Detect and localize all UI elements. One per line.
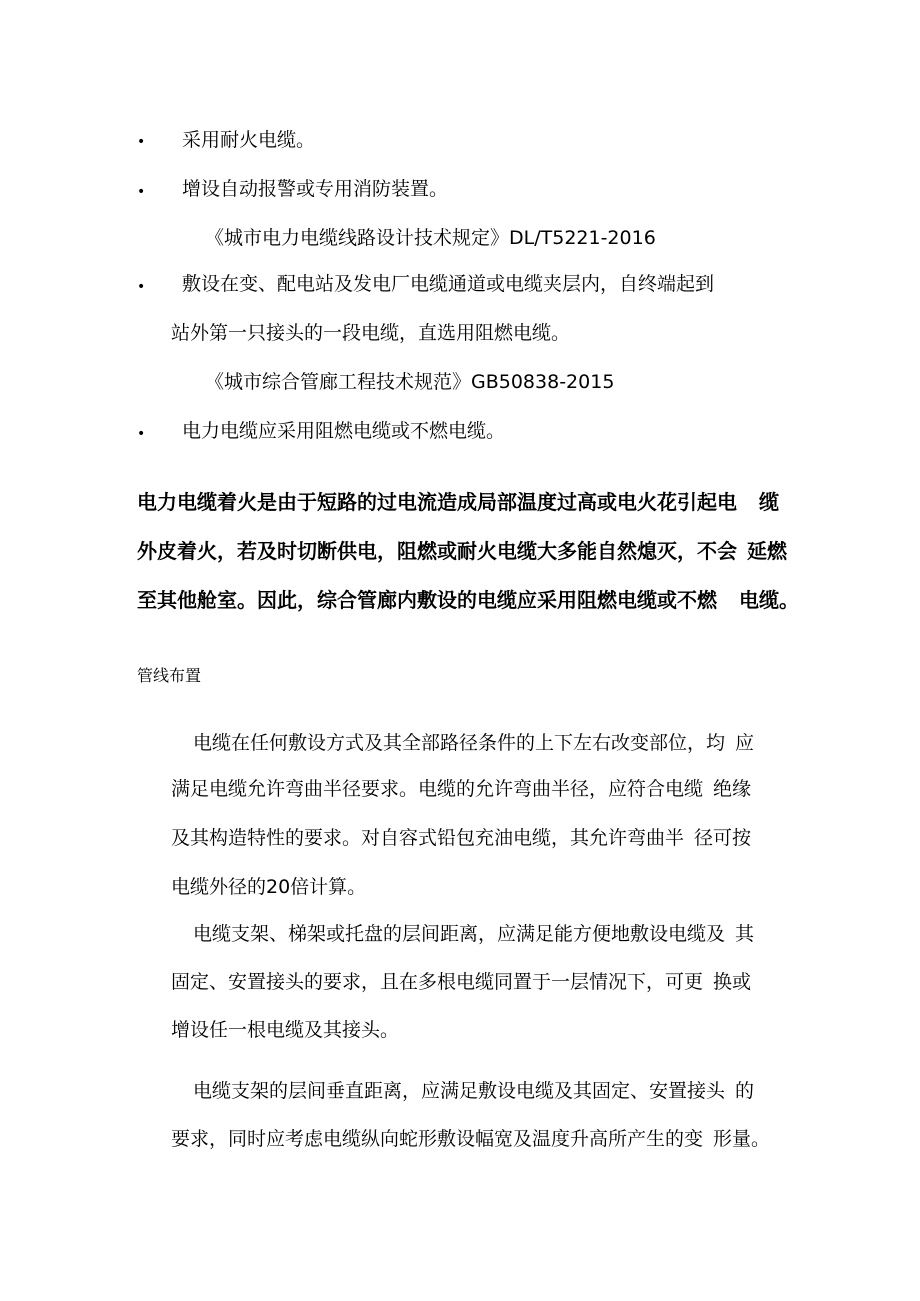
text-segment: 径可按 [694, 827, 752, 849]
text-segment: 电缆。 [739, 588, 799, 612]
text-segment: 电缆支架的层间垂直距离，应满足敷设电缆及其固定、安置接头 [193, 1080, 726, 1102]
text-segment: 电缆在任何敷设方式及其全部路径条件的上下左右改变部位，均 [193, 732, 726, 754]
paragraph-1-line-4: 电缆外径的20倍计算。 [171, 876, 367, 898]
standard-reference-2: 《城市综合管廊工程技术规范》GB50838-2015 [205, 371, 615, 393]
text-segment: 固定、安置接头的要求，且在多根电缆同置于一层情况下，可更 [171, 971, 704, 993]
bullet-marker: • [137, 279, 146, 295]
text-segment: 电力电缆着火是由于短路的过电流造成局部温度过高或电火花引起电 [137, 490, 737, 514]
text-segment: 满足电缆允许弯曲半径要求。电缆的允许弯曲半径，应符合电缆 [171, 778, 704, 800]
paragraph-3-line-1 [193, 1079, 754, 1103]
text-segment: 及其构造特性的要求。对自容式铅包充油电缆，其允许弯曲半 [171, 827, 685, 849]
bullet-item-3-line-2: 站外第一只接头的一段电缆，直选用阻燃电缆。 [171, 322, 571, 344]
standard-reference-1: 《城市电力电缆线路设计技术规定》DL/T5221-2016 [205, 227, 656, 249]
paragraph-1-line-2 [171, 777, 751, 801]
bold-paragraph-line-1 [137, 489, 779, 515]
bullet-marker: • [137, 134, 146, 150]
paragraph-1-line-1 [193, 731, 754, 755]
text-segment: 形量。 [713, 1128, 771, 1150]
text-segment: 换或 [713, 971, 752, 993]
bullet-item-1: 采用耐火电缆。 [182, 129, 316, 151]
bullet-item-4: 电力电缆应采用阻燃电缆或不燃电缆。 [182, 420, 506, 442]
bullet-item-2: 增设自动报警或专用消防装置。 [182, 178, 449, 200]
text-segment: 外皮着火，若及时切断供电，阻燃或耐火电缆大多能自然熄灭，不会 [137, 539, 737, 563]
bullet-marker: • [137, 184, 146, 200]
paragraph-2-line-1 [193, 922, 754, 946]
bold-paragraph-line-3 [137, 587, 799, 613]
paragraph-2-line-3: 增设任一根电缆及其接头。 [171, 1019, 400, 1041]
text-segment: 缆 [759, 490, 779, 514]
text-segment: 绝缘 [713, 778, 752, 800]
bullet-marker: • [137, 426, 146, 442]
text-segment: 应 [735, 732, 755, 754]
paragraph-3-line-2 [171, 1127, 770, 1151]
text-segment: 其 [735, 923, 755, 945]
text-segment: 延燃 [747, 539, 787, 563]
text-segment: 要求，同时应考虑电缆纵向蛇形敷设幅宽及温度升高所产生的变 [171, 1128, 704, 1150]
section-title: 管线布置 [137, 666, 202, 685]
paragraph-2-line-2 [171, 970, 751, 994]
bold-paragraph-line-2 [137, 538, 787, 564]
text-segment: 电缆支架、梯架或托盘的层间距离，应满足能方便地敷设电缆及 [193, 923, 726, 945]
paragraph-1-line-3 [171, 826, 751, 850]
bullet-item-3-line-1: 敷设在变、配电站及发电厂电缆通道或电缆夹层内，自终端起到 [182, 273, 715, 295]
text-segment: 的 [735, 1080, 755, 1102]
text-segment: 至其他舱室。因此，综合管廊内敷设的电缆应采用阻燃电缆或不燃 [137, 588, 717, 612]
